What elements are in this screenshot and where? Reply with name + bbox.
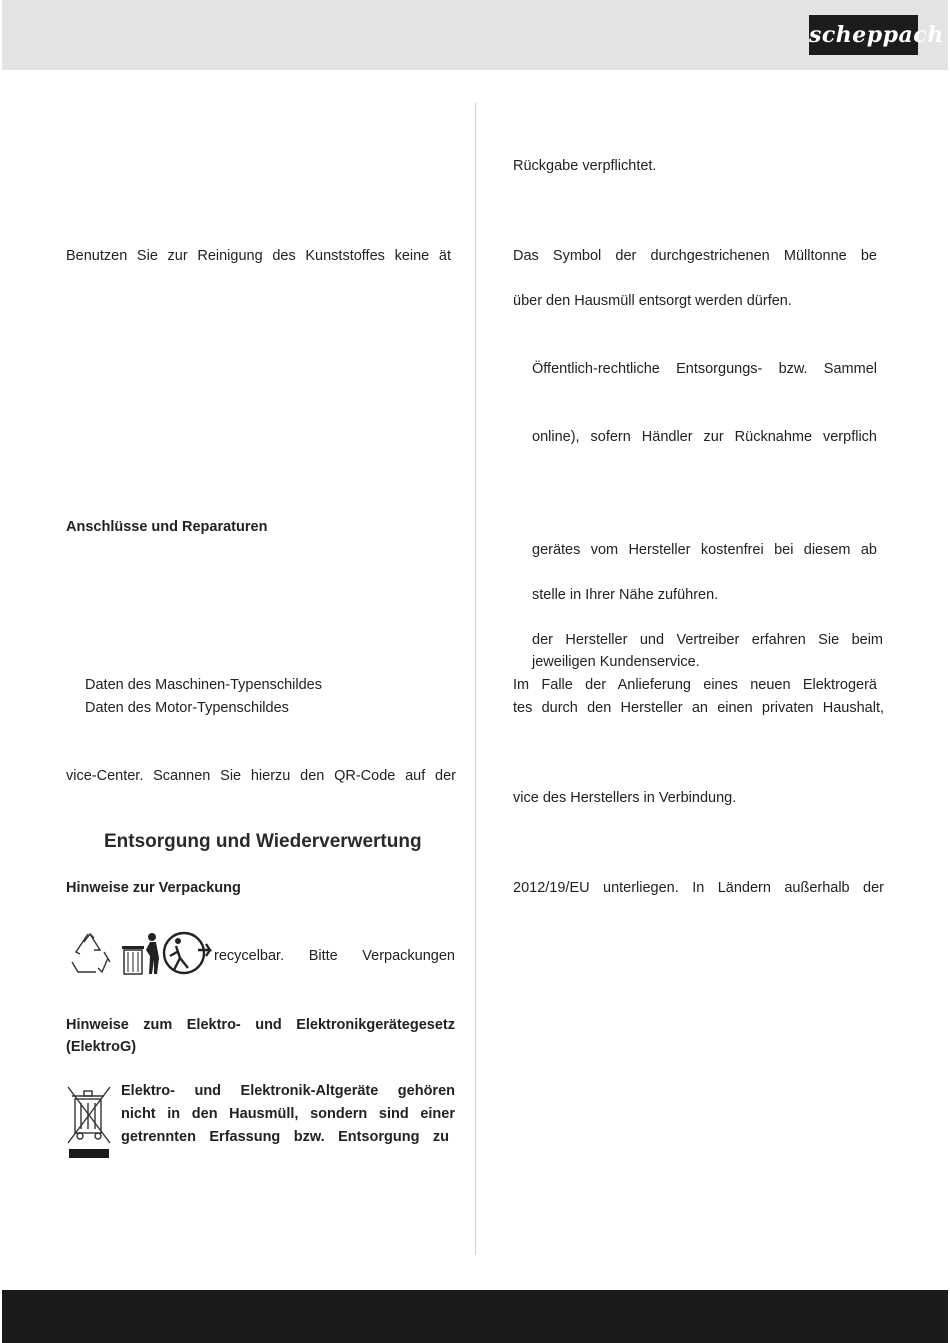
notice-text-line: getrennten Erfassung bzw. Entsorgung zu xyxy=(121,1129,449,1145)
packaging-icons xyxy=(66,928,212,978)
right-text-line: über den Hausmüll entsorgt werden dürfen. xyxy=(513,293,792,309)
right-text-line: 2012/19/EU unterliegen. In Ländern außerhalb der xyxy=(513,880,884,896)
list-item: Daten des Maschinen-Typenschildes xyxy=(85,677,322,693)
recycle-icon xyxy=(72,934,110,972)
left-text-line: recycelbar. Bitte Verpackungen xyxy=(214,948,455,964)
left-text-line: Benutzen Sie zur Reinigung des Kunststoffes keine ät xyxy=(66,248,451,264)
right-list-line: jeweiligen Kundenservice. xyxy=(532,654,700,670)
notice-text-line: Elektro- und Elektronik-Altgeräte gehören xyxy=(121,1083,455,1099)
column-divider xyxy=(475,103,476,1255)
notice-text-line: nicht in den Hausmüll, sondern sind einer xyxy=(121,1106,455,1122)
footer-band xyxy=(2,1290,948,1343)
right-text-line: tes durch den Hersteller an einen privaten Haushalt, xyxy=(513,700,884,716)
header-band xyxy=(2,0,948,70)
chapter-heading: Entsorgung und Wiederverwertung xyxy=(104,831,422,852)
right-list-line: Öffentlich-rechtliche Entsorgungs- bzw. Sammel xyxy=(532,361,877,377)
right-text-line: vice des Herstellers in Verbindung. xyxy=(513,790,737,806)
section-heading: Hinweise zur Verpackung xyxy=(66,880,241,896)
section-heading: (ElektroG) xyxy=(66,1039,137,1055)
right-text-line: Im Falle der Anlieferung eines neuen Elektrogerä xyxy=(513,677,877,693)
recycling-return-icon xyxy=(164,933,210,973)
brand-logo: scheppach xyxy=(809,15,918,55)
section-heading: Anschlüsse und Reparaturen xyxy=(66,519,268,535)
crossed-out-bin-icon xyxy=(66,1085,112,1160)
litter-bin-icon xyxy=(122,933,159,974)
right-list-line: stelle in Ihrer Nähe zuführen. xyxy=(532,587,719,603)
left-text-line: vice-Center. Scannen Sie hierzu den QR-Code auf der xyxy=(66,768,456,784)
right-text-line: Rückgabe verpflichtet. xyxy=(513,158,657,174)
right-text-line: Das Symbol der durchgestrichenen Mülltonne be xyxy=(513,248,877,264)
right-list-line: online), sofern Händler zur Rücknahme verpflich xyxy=(532,429,877,445)
right-list-line: gerätes vom Hersteller kostenfrei bei diesem ab xyxy=(532,542,877,558)
right-list-line: der Hersteller und Vertreiber erfahren Sie beim xyxy=(532,632,883,648)
list-item: Daten des Motor-Typenschildes xyxy=(85,700,289,716)
section-heading: Hinweise zum Elektro- und Elektronikgerätegesetz xyxy=(66,1017,455,1033)
